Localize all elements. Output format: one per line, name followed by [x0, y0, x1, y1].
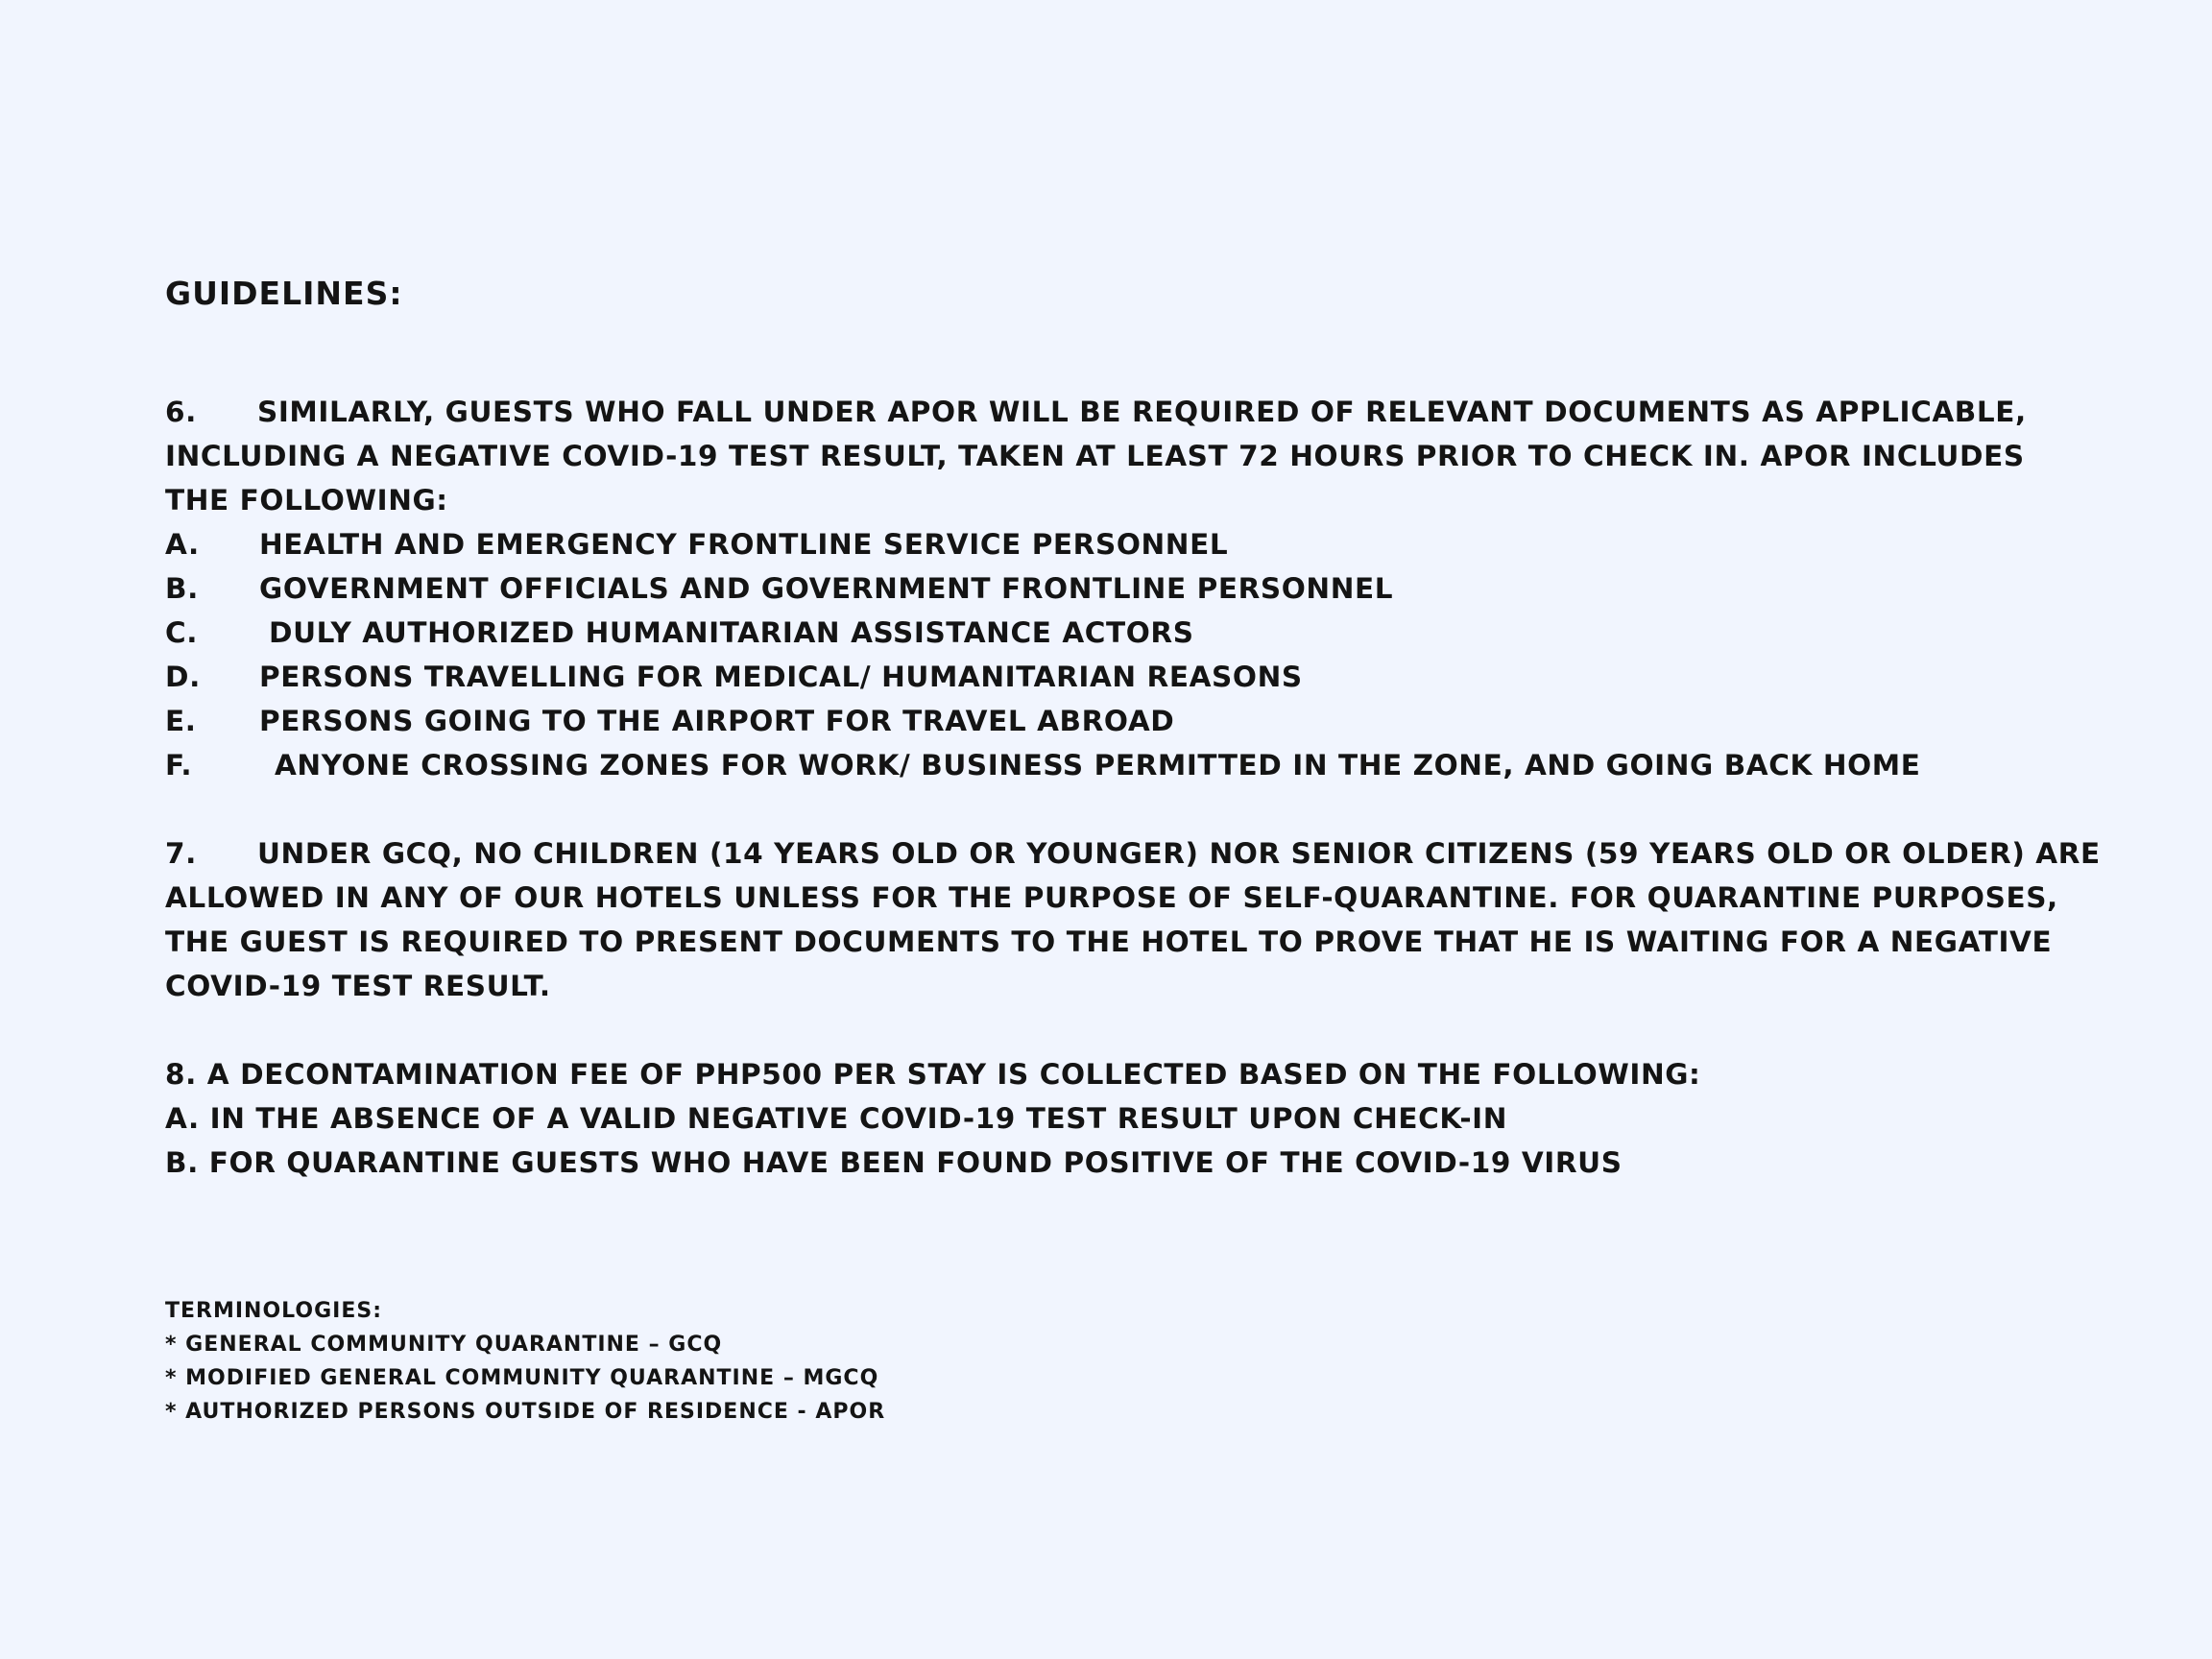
page-title: GUIDELINES:: [165, 275, 403, 312]
apor-list-item: [165, 655, 2027, 699]
apor-list-item: [165, 743, 2027, 787]
guideline-8-line: A. IN THE ABSENCE OF A VALID NEGATIVE COVID-19 TEST RESULT UPON CHECK-IN: [165, 1102, 1508, 1135]
terminologies: [165, 1294, 885, 1429]
apor-item-text: GOVERNMENT OFFICIALS AND GOVERNMENT FRONTLINE PERSONNEL: [259, 572, 1394, 605]
guideline-6-line: 6. SIMILARLY, GUESTS WHO FALL UNDER APOR WILL BE REQUIRED OF RELEVANT DOCUMENTS AS APPLICABLE,: [165, 390, 2027, 434]
guideline-7-line: ALLOWED IN ANY OF OUR HOTELS UNLESS FOR THE PURPOSE OF SELF-QUARANTINE. FOR QUARANTINE PURPOSES,: [165, 881, 2058, 914]
guideline-6-number: 6.: [165, 396, 197, 428]
apor-item-label: F.: [165, 749, 193, 781]
guideline-6: [165, 390, 2027, 787]
apor-item-label: D.: [165, 661, 201, 693]
apor-item-text: ANYONE CROSSING ZONES FOR WORK/ BUSINESS PERMITTED IN THE ZONE, AND GOING BACK HOME: [275, 749, 1921, 781]
guideline-8-line: B. FOR QUARANTINE GUESTS WHO HAVE BEEN FOUND POSITIVE OF THE COVID-19 VIRUS: [165, 1146, 1623, 1179]
guideline-6-line: THE FOLLOWING:: [165, 484, 448, 517]
guideline-8-line: 8. A DECONTAMINATION FEE OF PHP500 PER STAY IS COLLECTED BASED ON THE FOLLOWING:: [165, 1058, 1701, 1091]
apor-item-text: PERSONS GOING TO THE AIRPORT FOR TRAVEL ABROAD: [259, 705, 1175, 737]
apor-list-item: [165, 611, 2027, 655]
terminology-item: * GENERAL COMMUNITY QUARANTINE – GCQ: [165, 1333, 723, 1357]
terminologies-title: TERMINOLOGIES:: [165, 1299, 383, 1323]
guideline-7-number: 7.: [165, 837, 197, 870]
terminology-item: * AUTHORIZED PERSONS OUTSIDE OF RESIDENCE - APOR: [165, 1400, 886, 1424]
guideline-7-line: THE GUEST IS REQUIRED TO PRESENT DOCUMENTS TO THE HOTEL TO PROVE THAT HE IS WAITING FOR A NEGATIVE: [165, 926, 2053, 958]
guideline-7-line: COVID-19 TEST RESULT.: [165, 970, 551, 1002]
apor-item-text: PERSONS TRAVELLING FOR MEDICAL/ HUMANITARIAN REASONS: [259, 661, 1303, 693]
apor-item-text: DULY AUTHORIZED HUMANITARIAN ASSISTANCE ACTORS: [269, 616, 1194, 649]
terminology-item: * MODIFIED GENERAL COMMUNITY QUARANTINE – MGCQ: [165, 1366, 879, 1390]
apor-item-label: E.: [165, 705, 197, 737]
apor-list-item: [165, 566, 2027, 611]
apor-item-label: B.: [165, 572, 199, 605]
apor-list-item: [165, 522, 2027, 566]
apor-item-text: HEALTH AND EMERGENCY FRONTLINE SERVICE PERSONNEL: [259, 528, 1229, 561]
guideline-7: [165, 831, 2101, 1008]
guideline-7-line: 7. UNDER GCQ, NO CHILDREN (14 YEARS OLD OR YOUNGER) NOR SENIOR CITIZENS (59 YEARS OLD OR OLDER) ARE: [165, 831, 2101, 876]
guideline-6-line: INCLUDING A NEGATIVE COVID-19 TEST RESULT, TAKEN AT LEAST 72 HOURS PRIOR TO CHECK IN. APOR INCLUDES: [165, 440, 2025, 472]
apor-list-item: [165, 699, 2027, 743]
guideline-8: [165, 1052, 1700, 1185]
apor-item-label: A.: [165, 528, 200, 561]
apor-item-label: C.: [165, 616, 199, 649]
